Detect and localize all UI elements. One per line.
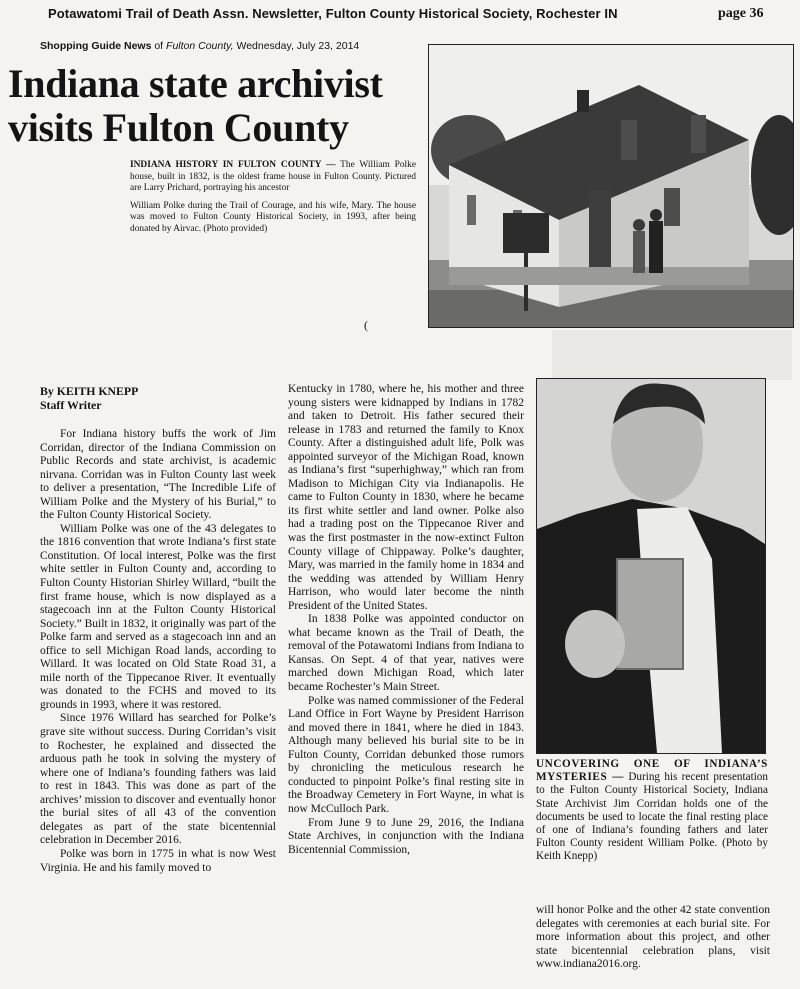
right-caption-text: During his recent presentation to the Fulton County Historical Society, Indiana State Archivist Jim Corridan holds one of the documents be used to locate the final resting place of one of Indiana’s founding fathers and later Fulton County resident William Polke. (Photo by Keith Knepp) [536,771,768,863]
headline-line-2: visits Fulton County [8,105,349,150]
article-column-3 [536,904,770,972]
newsletter-header-title: Potawatomi Trail of Death Assn. Newsletter, Fulton County Historical Society, Rochester IN [48,6,618,21]
paper-name: Shopping Guide News [40,40,152,52]
byline-role: Staff Writer [40,398,102,412]
stray-mark: ( [364,318,368,332]
headline [8,62,428,150]
polke-house-photo [428,44,794,328]
byline-author: By KEITH KNEPP [40,384,139,398]
article-paragraph: Kentucky in 1780, where he, his mother and three young sisters were kidnapped by Indians in 1782 and taken to Detroit. His father secured their release in 1783 and returned the family to Knox County. After a distinguished adult life, Polk was appointed surveyor of the Michigan Road, known as Indiana’s first “superhighway,” which ran from Madison to Michigan City via Indianapolis. He came to Fulton County in 1830, where he became its first white settler and land owner. Polke also had a trading post on the Tippecanoe River and was the first postmaster in the now-extinct Fulton County village of Chippaway. Polke’s daughter, Mary, was married in the family home in 1834 and the wedding was attended by William Henry Harrison, who would later become the ninth President of the United States. [288,383,524,612]
top-photo-caption [130,160,416,242]
article-paragraph: In 1838 Polke was appointed conductor on what became known as the Trail of Death, the removal of the Potawatomi Indians from Indiana to Kansas. On Sept. 4 of that year, natives were marched down Michigan Road, which later became Rochester’s Main Street. [288,613,525,694]
article-paragraph: will honor Polke and the other 42 state convention delegates with ceremonies at each burial site. For more information about this project, and other state bicentennial celebration plans, visit www.indiana2016.org. [536,904,770,971]
right-photo-caption [536,758,768,864]
byline [40,384,138,412]
article-paragraph: Polke was born in 1775 in what is now West Virginia. He and his family moved to [40,847,276,874]
page-number: page 36 [718,6,764,21]
article-paragraph: Since 1976 Willard has searched for Polke’s grave site without success. During Corridan’s visit to Rochester, he explained and dissected the arduous path he took in solving the mystery of where one of Indiana’s founding fathers was laid to rest in 1843. This was done as part of the archives’ mission to discover and eventually honor the burial sites of all 43 of the convention delegates as part of the state bicentennial celebration in December 2016. [40,712,276,847]
right-caption-lead: UNCOVERING ONE OF INDIANA’S MYSTERIES — [536,758,768,784]
top-caption-text-2: William Polke during the Trail of Courage, and his wife, Mary. The house was moved to Fulton County Historical Society, in 1993, after being donated by Airvac. (Photo provided) [130,200,416,234]
article-paragraph: For Indiana history buffs the work of Jim Corridan, director of the Indiana Commission on Public Records and state archivist, is academic nirvana. Corridan was in Fulton County last week to deliver a presentation, “The Incredible Life of William Polke and the Mystery of his Burial,” to the Fulton County Historical Society. [40,428,276,522]
bleed-through-shadow [552,330,792,380]
corridan-illustration [537,379,765,753]
top-caption-lead: INDIANA HISTORY IN FULTON COUNTY — [130,160,336,170]
polke-house-illustration [429,45,793,327]
headline-line-1: Indiana state archivist [8,61,383,106]
article-paragraph: From June 9 to June 29, 2016, the Indiana State Archives, in conjunction with the Indiana Bicentennial Commission, [288,816,524,856]
dateline [40,40,359,52]
dateline-date: Wednesday, July 23, 2014 [236,40,360,52]
article-column-1 [40,428,276,875]
article-paragraph: William Polke was one of the 43 delegates to the 1816 convention that wrote Indiana’s first state Constitution. Of local interest, Polke was the first white settler in Fulton County and, according to Fulton County Historian Shirley Willard, “built the first frame house, which is now displayed as a stagecoach inn at the Fulton County Historical Society.” Built in 1832, it originally was part of the Polke farm and served as a stagecoach inn and an office to sell Michigan Road lands, according to Willard. It was located on Old State Road 31, a mile north of the Tippecanoe River. It eventually was donated to the FCHS and moved to its grounds in 1993, where it was restored. [40,522,276,711]
top-caption-text-1: The William Polke house, built in 1832, is the oldest frame house in Fulton County. Pictured are Larry Prichard, portraying his ancestor [130,160,416,194]
corridan-photo [536,378,766,754]
article-paragraph: Polke was named commissioner of the Federal Land Office in Fort Wayne by President Harrison and moved there in 1841, where he died in 1843. Although many believed his burial site to be in Fulton County, Corridan debunked those rumors by chronicling the meticulous research he conducted to pinpoint Polke’s final resting site in the Broadway Cemetery in Fort Wayne, in what is now McCulloch Park. [288,694,524,815]
dateline-county: Fulton County, [166,40,234,52]
article-column-2 [288,383,524,857]
dateline-of: of [154,40,164,52]
